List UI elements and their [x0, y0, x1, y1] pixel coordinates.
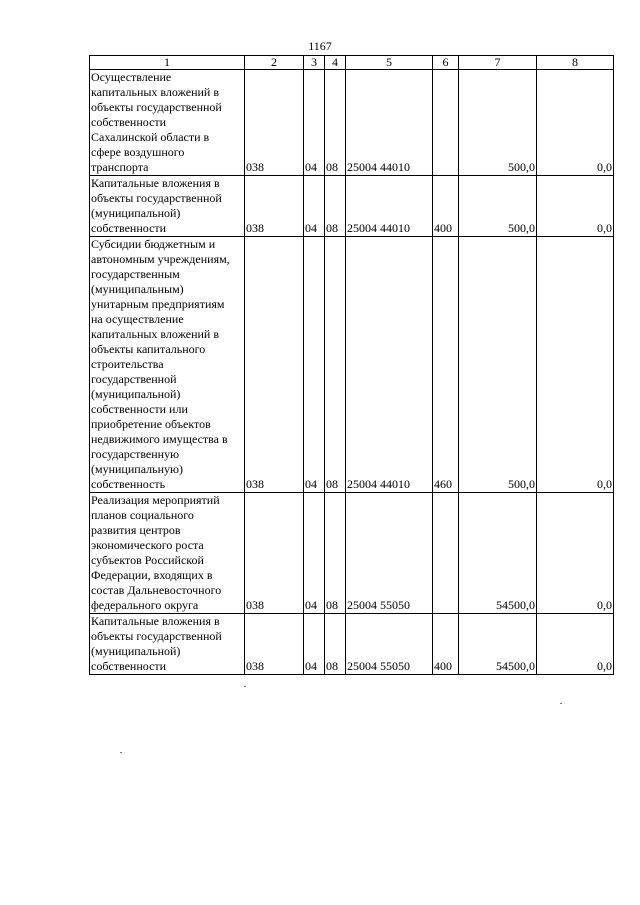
table-row	[90, 237, 614, 493]
section-code: 04	[304, 70, 325, 176]
column-header: 3	[304, 56, 325, 70]
table-header-row	[90, 56, 614, 70]
description-line: объекты государственной	[91, 100, 222, 114]
description-line: развития центров	[91, 523, 181, 537]
expense-type-code: 400	[433, 176, 459, 237]
description-line: строительства	[91, 357, 164, 371]
expense-type-code	[433, 70, 459, 176]
row-description	[90, 237, 245, 493]
description-line: собственности	[91, 115, 167, 129]
description-line: (муниципальной)	[91, 387, 181, 401]
description-line: (муниципальную)	[91, 462, 183, 476]
description-line: Субсидии бюджетным и	[91, 237, 216, 251]
column-header: 8	[537, 56, 614, 70]
description-line: Капитальные вложения в	[91, 176, 220, 190]
description-line: собственности	[91, 221, 167, 235]
description-line: унитарным предприятиям	[91, 297, 225, 311]
description-line: автономным учреждениям,	[91, 252, 230, 266]
column-header: 2	[245, 56, 304, 70]
subsection-code: 08	[325, 70, 346, 176]
kved-code: 038	[245, 70, 304, 176]
description-line: приобретение объектов	[91, 417, 211, 431]
description-line: капитальных вложений в	[91, 327, 220, 341]
kved-code: 038	[245, 614, 304, 675]
section-code: 04	[304, 614, 325, 675]
description-line: капитальных вложений в	[91, 85, 220, 99]
description-line: недвижимого имущества в	[91, 432, 228, 446]
target-article-code: 25004 44010	[346, 176, 433, 237]
subsection-code: 08	[325, 493, 346, 614]
description-line: сфере воздушного	[91, 145, 185, 159]
description-line: собственность	[91, 477, 166, 491]
description-line: экономического роста	[91, 538, 204, 552]
description-line: (муниципальной)	[91, 206, 181, 220]
expense-type-code	[433, 493, 459, 614]
expense-type-code: 460	[433, 237, 459, 493]
description-line: Реализация мероприятий	[91, 493, 220, 507]
description-line: собственности	[91, 659, 167, 673]
description-line: планов социального	[91, 508, 194, 522]
description-line: (муниципальным)	[91, 282, 184, 296]
scan-speck	[560, 703, 562, 704]
description-line: на осуществление	[91, 312, 184, 326]
amount-year-2: 0,0	[537, 70, 614, 176]
amount-year-1: 500,0	[459, 176, 537, 237]
scan-speck	[244, 686, 246, 687]
table-row	[90, 614, 614, 675]
description-line: государственную	[91, 447, 180, 461]
description-line: (муниципальной)	[91, 644, 181, 658]
description-line: объекты государственной	[91, 629, 222, 643]
column-header: 6	[433, 56, 459, 70]
subsection-code: 08	[325, 176, 346, 237]
row-description	[90, 70, 245, 176]
page-number: 1167	[308, 39, 332, 53]
table-row	[90, 70, 614, 176]
amount-year-2: 0,0	[537, 614, 614, 675]
amount-year-1: 54500,0	[459, 493, 537, 614]
scan-speck	[120, 752, 122, 753]
kved-code: 038	[245, 493, 304, 614]
kved-code: 038	[245, 237, 304, 493]
description-line: объекты государственной	[91, 191, 222, 205]
amount-year-1: 500,0	[459, 70, 537, 176]
column-header: 7	[459, 56, 537, 70]
section-code: 04	[304, 493, 325, 614]
row-description	[90, 614, 245, 675]
description-line: государственным	[91, 267, 180, 281]
amount-year-1: 500,0	[459, 237, 537, 493]
target-article-code: 25004 44010	[346, 237, 433, 493]
description-line: государственной	[91, 372, 177, 386]
description-line: Федерации, входящих в	[91, 568, 213, 582]
row-description	[90, 493, 245, 614]
description-line: собственности или	[91, 402, 188, 416]
amount-year-2: 0,0	[537, 493, 614, 614]
column-header: 5	[346, 56, 433, 70]
expense-type-code: 400	[433, 614, 459, 675]
kved-code: 038	[245, 176, 304, 237]
target-article-code: 25004 44010	[346, 70, 433, 176]
amount-year-1: 54500,0	[459, 614, 537, 675]
column-header: 1	[90, 56, 245, 70]
subsection-code: 08	[325, 614, 346, 675]
section-code: 04	[304, 237, 325, 493]
description-line: Сахалинской области в	[91, 130, 210, 144]
description-line: состав Дальневосточного	[91, 583, 222, 597]
table-row	[90, 493, 614, 614]
description-line: субъектов Российской	[91, 553, 204, 567]
target-article-code: 25004 55050	[346, 614, 433, 675]
description-line: Капитальные вложения в	[91, 614, 220, 628]
row-description	[90, 176, 245, 237]
amount-year-2: 0,0	[537, 176, 614, 237]
description-line: федерального округа	[91, 598, 199, 612]
table-row	[90, 176, 614, 237]
description-line: транспорта	[91, 160, 149, 174]
target-article-code: 25004 55050	[346, 493, 433, 614]
section-code: 04	[304, 176, 325, 237]
subsection-code: 08	[325, 237, 346, 493]
description-line: объекты капитального	[91, 342, 206, 356]
column-header: 4	[325, 56, 346, 70]
description-line: Осуществление	[91, 70, 172, 84]
budget-table	[89, 55, 614, 675]
amount-year-2: 0,0	[537, 237, 614, 493]
